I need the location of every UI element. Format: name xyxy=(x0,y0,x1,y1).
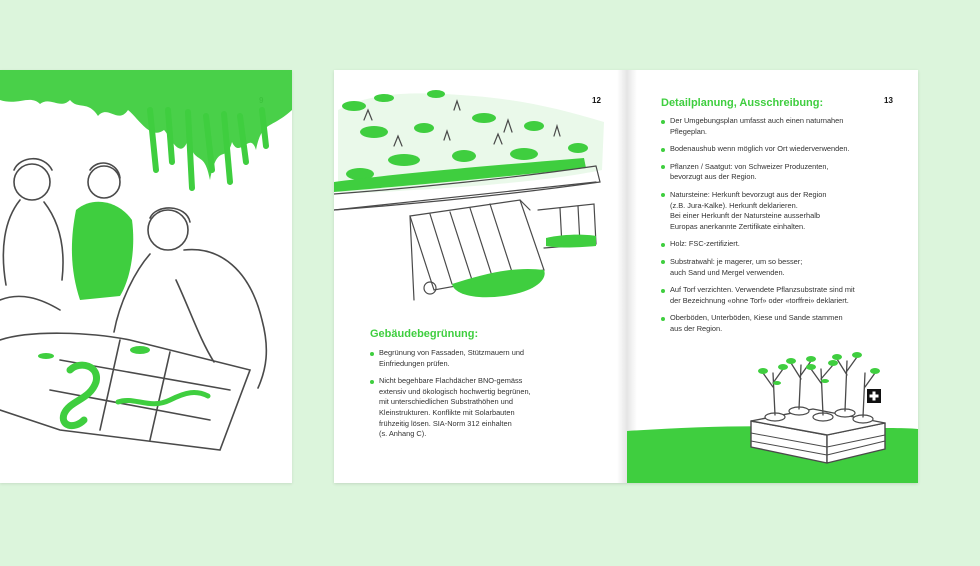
list-item: Pflanzen / Saatgut: von Schweizer Produzenten, bevorzugt aus der Region. xyxy=(661,162,911,183)
page-9 xyxy=(0,70,292,483)
section-heading: Detailplanung, Ausschreibung: xyxy=(661,97,824,109)
list-item: Auf Torf verzichten. Verwendete Pflanzsubstrate sind mit der Bezeichnung «ohne Torf» oder «torffrei» deklariert. xyxy=(661,285,911,306)
page-number: 12 xyxy=(592,96,601,105)
section-heading: Gebäudebegrünung: xyxy=(370,328,479,340)
list-item: Der Umgebungsplan umfasst auch einen naturnahen Pflegeplan. xyxy=(661,116,911,137)
bullet-list xyxy=(661,116,911,342)
page-13 xyxy=(627,70,918,483)
green-roof-building-illustration xyxy=(334,70,624,320)
bullet-list xyxy=(370,348,618,447)
list-item: Oberböden, Unterböden, Kiese und Sande stammen aus der Region. xyxy=(661,313,911,334)
page-number: 13 xyxy=(884,96,893,105)
list-item: Holz: FSC-zertifiziert. xyxy=(661,239,911,250)
page-12 xyxy=(334,70,627,483)
tree-seedlings-crate-illustration xyxy=(627,343,918,483)
list-item: Natursteine: Herkunft bevorzugt aus der Region (z.B. Jura-Kalke). Herkunft deklarieren. Bei einer Herkunft der Natursteine ausserhalb Europas anerkannte Zertifikate einhalten. xyxy=(661,190,911,232)
list-item: Bodenaushub wenn möglich vor Ort wiederverwenden. xyxy=(661,144,911,155)
people-planning-garden-illustration xyxy=(0,70,292,483)
spread-12-13 xyxy=(334,70,918,483)
list-item: Nicht begehbare Flachdächer BNO-gemäss extensiv und ökologisch hochwertig begrünen, mit unterschiedlichen Substrathöhen und Kleinstrukturen. Konflikte mit Solarbauten frühzeitig lösen. SIA-Norm 312 einhalten (s. Anhang C). xyxy=(370,376,618,440)
list-item: Substratwahl: je magerer, um so besser; auch Sand und Mergel verwenden. xyxy=(661,257,911,278)
list-item: Begrünung von Fassaden, Stützmauern und Einfriedungen prüfen. xyxy=(370,348,618,369)
